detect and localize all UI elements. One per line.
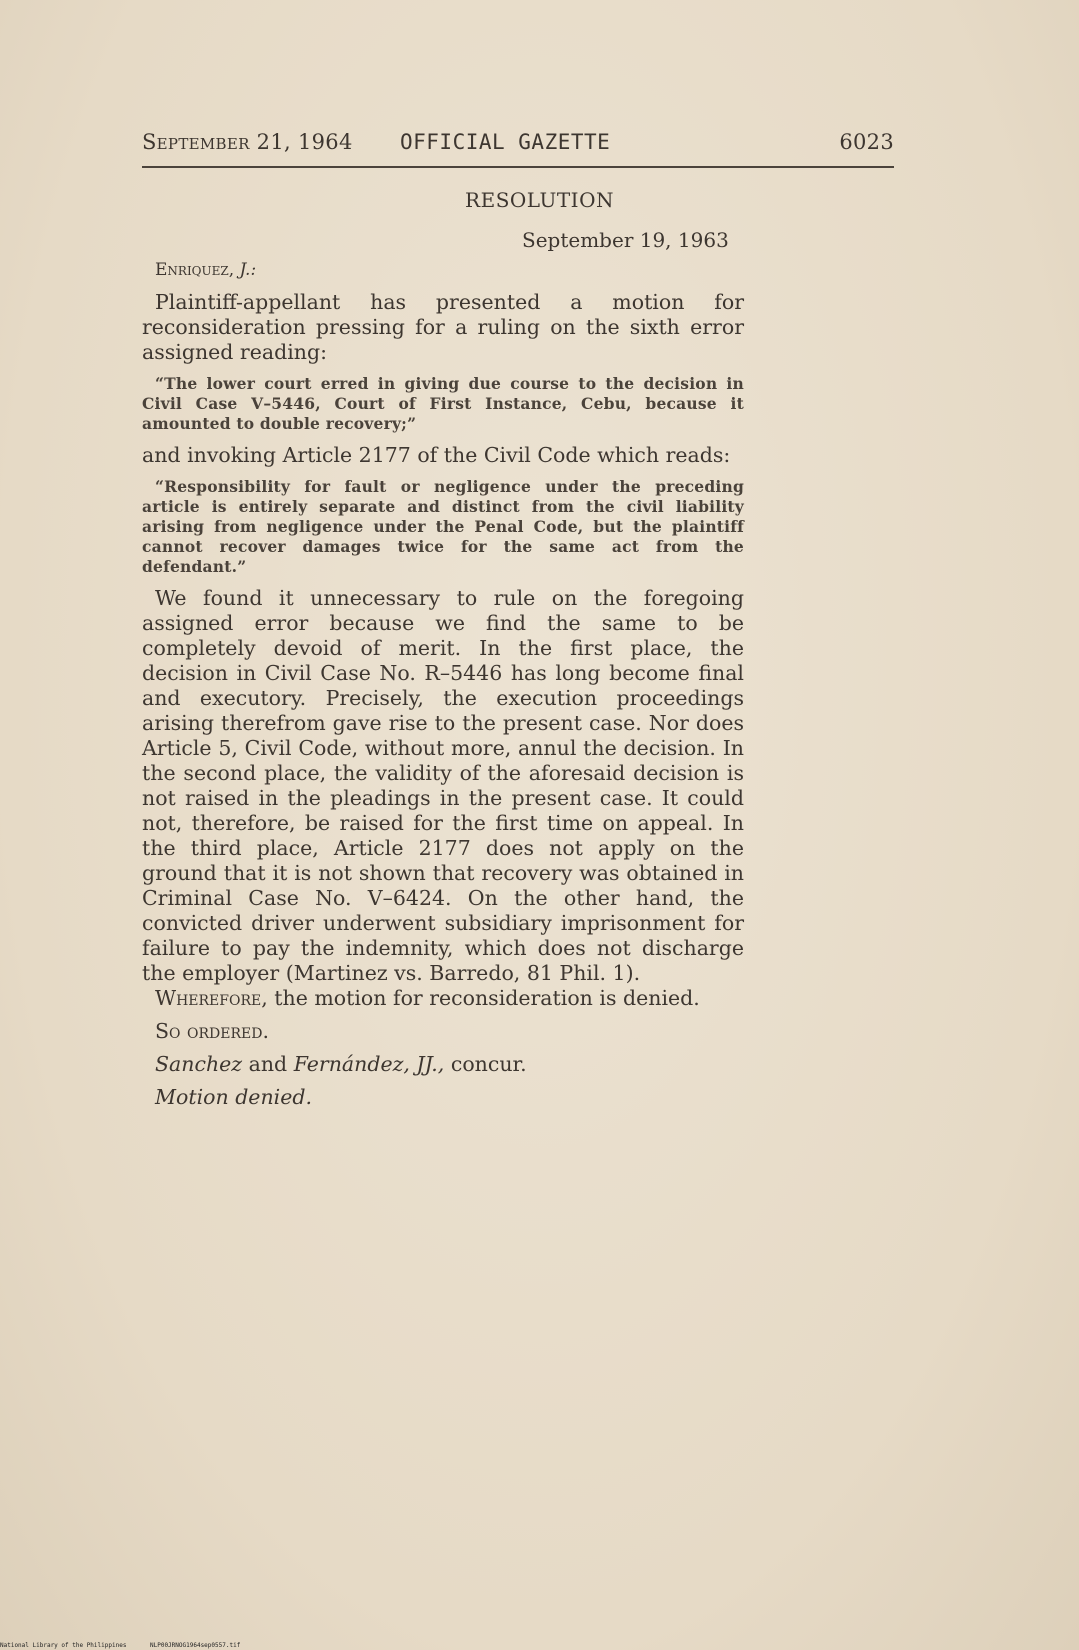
quote-article-2177: “Responsibility for fault or negligence under the preceding article is entirely separate and distinct from the civil liability arising from negligence under the Penal Code, but the plaintiff cannot recover damages twice for the same act from the defendant.” [142, 477, 744, 576]
disposition [142, 1085, 744, 1110]
wherefore-lead: Wherefore, [155, 986, 268, 1010]
document-title-text: RESOLUTION [465, 188, 614, 212]
header-date: September 21, 1964 [142, 130, 353, 154]
so-ordered: So ordered. [155, 1019, 270, 1043]
concur-and: and [242, 1052, 294, 1076]
wherefore-rest: the motion for reconsideration is denied. [267, 986, 700, 1010]
resolution-body [142, 290, 744, 1110]
quote-assigned-error: “The lower court erred in giving due course to the decision in Civil Case V–5446, Court of First Instance, Cebu, because it amounted to double recovery;” [142, 374, 744, 433]
disposition-text: Motion denied. [155, 1085, 312, 1109]
paragraph-ruling: We found it unnecessary to rule on the foregoing assigned error because we find the same to be completely devoid of merit. In the first place, the decision in Civil Case No. R–5446 has long become final and executory. Precisely, the execution proceedings arising therefrom gave rise to the present case. Nor does Article 5, Civil Code, without more, annul the decision. In the second place, the validity of the aforesaid decision is not raised in the pleadings in the present case. It could not, therefore, be raised for the first time on appeal. In the third place, Article 2177 does not apply on the ground that it is not shown that recovery was obtained in Criminal Case No. V–6424. On the other hand, the convicted driver underwent subsidiary imprisonment for failure to pay the indemnity, which does not discharge the employer (Martinez vs. Barredo, 81 Phil. 1). [142, 586, 744, 985]
concur-name-2: Fernández, JJ., [293, 1052, 445, 1076]
concurrence [142, 1052, 744, 1077]
running-header [142, 130, 894, 164]
footer-filename: NLP00JRNOG1964sep0557.tif [150, 1642, 241, 1649]
concur-name-1: Sanchez [155, 1052, 243, 1076]
resolution-date: September 19, 1963 [522, 228, 729, 252]
footer-library: National Library of the Philippines [0, 1642, 127, 1649]
judge-name: Enriquez, [155, 260, 235, 280]
document-title [0, 188, 1079, 212]
paragraph-article-2177: and invoking Article 2177 of the Civil Code which reads: [142, 443, 731, 467]
header-publication: OFFICIAL GAZETTE [400, 130, 611, 154]
paragraph-wherefore [142, 986, 744, 1011]
concur-rest: concur. [444, 1052, 527, 1076]
header-rule [142, 166, 894, 168]
judge-title: J.: [239, 260, 257, 280]
paragraph-motion: Plaintiff-appellant has presented a motion for reconsideration pressing for a ruling on the sixth error assigned reading: [142, 290, 744, 364]
header-page-number: 6023 [839, 130, 894, 154]
judge-attribution [155, 260, 256, 280]
